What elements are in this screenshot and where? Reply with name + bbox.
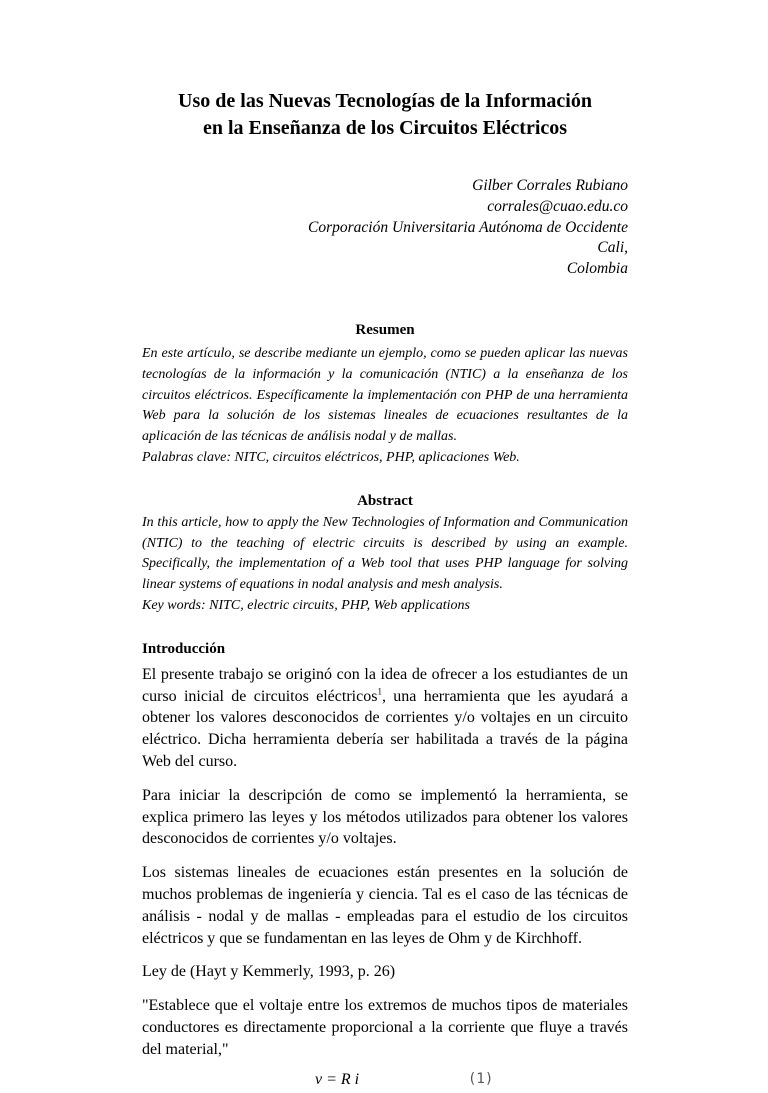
equation-formula: v = R i — [315, 1070, 360, 1088]
equation-1 — [142, 1069, 628, 1093]
equation-number: (1) — [468, 1070, 494, 1087]
intro-paragraph-5: "Establece que el voltaje entre los extremos de muchos tipos de materiales conductores es directamente proporcional a la corriente que fluye a través del material," — [142, 997, 628, 1058]
author-email: corrales@cuao.edu.co — [487, 197, 628, 215]
intro-p1-text-cont: , una herramienta que les ayudará a obtener los valores desconocidos de corrientes y/o voltajes en un circuito eléctrico. Dicha herramienta debería ser habilitada a través de la página Web del curso. — [142, 687, 628, 770]
abstract-text: In this article, how to apply the New Technologies of Information and Communication (NTIC) to the teaching of electric circuits is described by using an example. Specifically, the implementation of a Web tool that uses PHP language for solving linear systems of equations in nodal analysis and mesh analysis. — [142, 514, 628, 593]
title-line-1: Uso de las Nuevas Tecnologías de la Información — [178, 90, 592, 112]
paper-title — [142, 88, 628, 142]
author-institution: Corporación Universitaria Autónoma de Occidente — [307, 218, 628, 236]
author-name: Gilber Corrales Rubiano — [472, 177, 628, 194]
intro-paragraph-2: Para iniciar la descripción de como se implementó la herramienta, se explica primero las leyes y los métodos utilizados para obtener los valores desconocidos de corrientes y/o voltajes. — [142, 786, 628, 848]
resumen-text: En este artículo, se describe mediante un ejemplo, como se pueden aplicar las nuevas tecnologías de la información y la comunicación (NTIC) a la enseñanza de los circuitos eléctricos. Específicamente la implementación con PHP de una herramienta Web para la solución de los sistemas lineales de ecuaciones resultantes de la aplicación de las técnicas de análisis nodal y de mallas. — [142, 345, 628, 445]
intro-paragraph-1 — [142, 664, 628, 773]
abstract-heading: Abstract — [357, 492, 413, 509]
author-city: Cali, — [597, 239, 628, 257]
intro-paragraph-4: Ley de (Hayt y Kemmerly, 1993, p. 26) — [142, 963, 396, 981]
title-line-2: en la Enseñanza de los Circuitos Eléctricos — [202, 117, 568, 139]
footnote-ref[interactable]: 1 — [377, 686, 382, 697]
document-page — [142, 88, 628, 1093]
abstract-keywords: Key words: NITC, electric circuits, PHP, Web applications — [142, 597, 470, 613]
intro-p1-text: El presente trabajo se originó con la idea de ofrecer a los estudiantes de un curso inicial de circuitos eléctricos — [142, 665, 628, 705]
resumen-keywords: Palabras clave: NITC, circuitos eléctricos, PHP, aplicaciones Web. — [142, 449, 520, 465]
intro-heading: Introducción — [142, 640, 226, 657]
author-block — [142, 176, 628, 280]
intro-paragraph-3: Los sistemas lineales de ecuaciones están presentes en la solución de muchos problemas de ingeniería y ciencia. Tal es el caso de las técnicas de análisis - nodal y de mallas - empleadas para el estudio de los circuitos eléctricos y que se fundamentan en las leyes de Ohm y de Kirchhoff. — [142, 864, 628, 947]
resumen-heading: Resumen — [355, 321, 415, 338]
author-country: Colombia — [566, 260, 628, 278]
